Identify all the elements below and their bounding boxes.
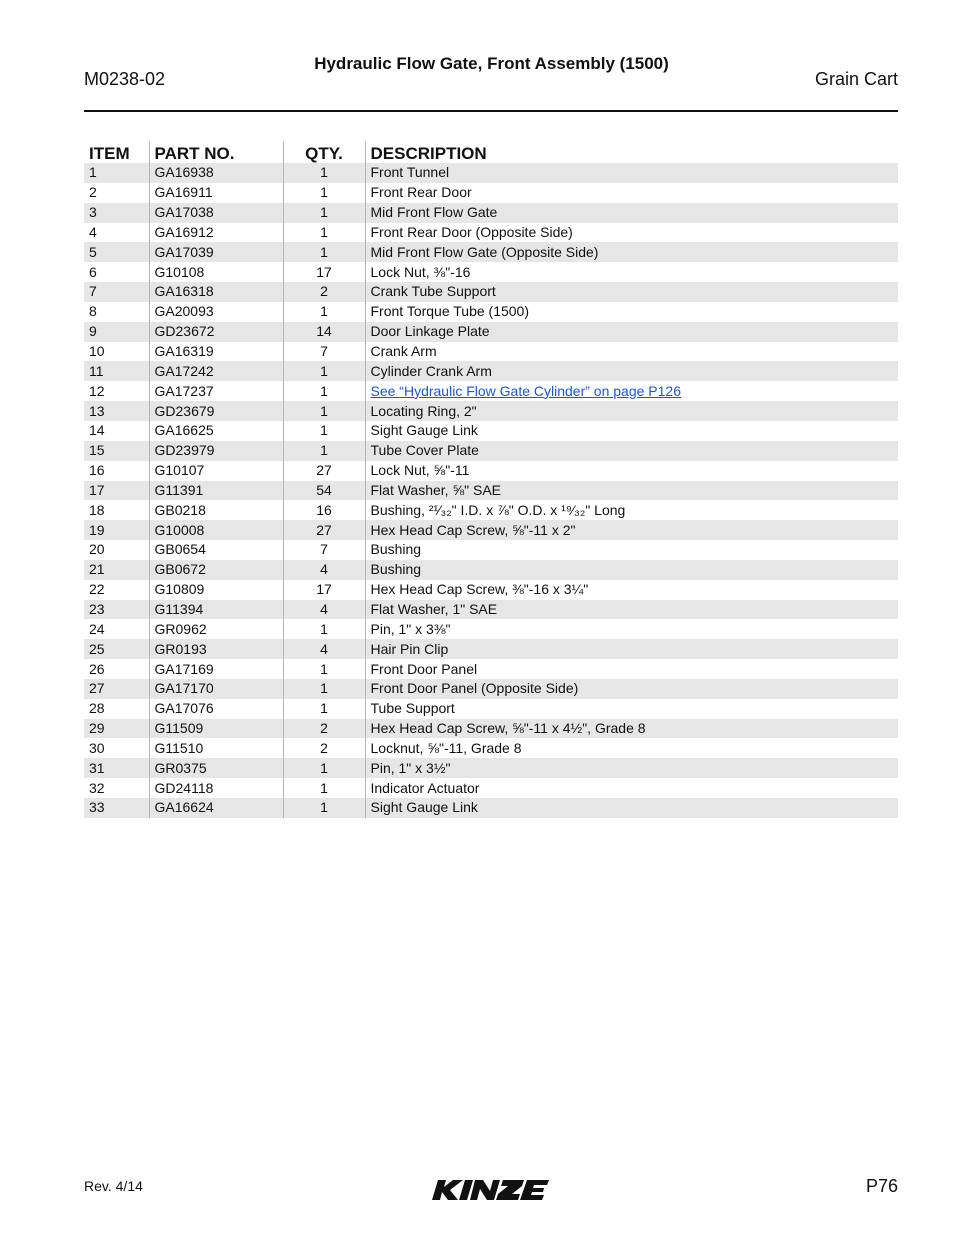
item-cell: 25 bbox=[84, 639, 149, 659]
description-cell: Locknut, ⅝"-11, Grade 8 bbox=[370, 739, 522, 756]
description-cell: Front Rear Door (Opposite Side) bbox=[370, 223, 573, 240]
description-cell: Lock Nut, ⅝"-11 bbox=[370, 462, 470, 479]
item-cell: 24 bbox=[84, 619, 149, 639]
qty-cell: 1 bbox=[283, 203, 365, 223]
description-cell: Tube Support bbox=[370, 700, 455, 717]
qty-cell: 17 bbox=[283, 262, 365, 282]
item-cell: 4 bbox=[84, 223, 149, 243]
description-cell: Sight Gauge Link bbox=[365, 798, 898, 818]
qty-cell: 14 bbox=[283, 322, 365, 342]
item-cell: 11 bbox=[84, 361, 149, 381]
qty-cell: 1 bbox=[283, 381, 365, 401]
description-cell: Hex Head Cap Screw, ⅜"-16 x 3¼" bbox=[370, 581, 589, 598]
description-cell: Mid Front Flow Gate bbox=[365, 203, 898, 223]
qty-cell: 4 bbox=[283, 639, 365, 659]
qty-cell: 1 bbox=[283, 659, 365, 679]
description-cell: Door Linkage Plate bbox=[365, 322, 898, 342]
item-cell: 17 bbox=[84, 481, 149, 501]
description-cell: Locating Ring, 2" bbox=[365, 401, 898, 421]
qty-cell: 1 bbox=[283, 778, 365, 798]
table-row bbox=[84, 401, 898, 421]
part-no-cell: G10809 bbox=[149, 580, 283, 600]
part-no-cell: GD23672 bbox=[149, 322, 283, 342]
item-cell: 6 bbox=[84, 262, 149, 282]
qty-cell: 2 bbox=[283, 738, 365, 758]
table-row bbox=[84, 600, 898, 620]
table-row bbox=[84, 302, 898, 322]
description-cell: Pin, 1" x 3½" bbox=[365, 758, 898, 778]
parts-table-body bbox=[84, 163, 898, 818]
header-rule bbox=[84, 110, 898, 112]
table-row bbox=[84, 520, 898, 540]
item-cell: 18 bbox=[84, 500, 149, 520]
table-row bbox=[84, 719, 898, 739]
page-title: Hydraulic Flow Gate, Front Assembly (1500) bbox=[314, 54, 669, 73]
part-no-cell: GD24118 bbox=[149, 778, 283, 798]
qty-cell: 1 bbox=[283, 798, 365, 818]
part-no-cell: G10107 bbox=[149, 461, 283, 481]
part-no-cell: GA17237 bbox=[149, 381, 283, 401]
description-cell: Sight Gauge Link bbox=[370, 422, 478, 439]
qty-cell: 1 bbox=[283, 223, 365, 243]
item-cell: 2 bbox=[84, 183, 149, 203]
qty-cell: 17 bbox=[283, 580, 365, 600]
part-no-cell: GA16625 bbox=[149, 421, 283, 441]
description-cell: Pin, 1" x 3⅜" bbox=[370, 620, 451, 637]
part-no-cell: GA17242 bbox=[149, 361, 283, 381]
table-row bbox=[84, 441, 898, 461]
part-no-cell: GB0654 bbox=[149, 540, 283, 560]
doc-code: M0238-02 bbox=[84, 69, 166, 89]
table-row bbox=[84, 500, 898, 520]
column-header-item: ITEM bbox=[84, 141, 149, 163]
table-row bbox=[84, 183, 898, 203]
qty-cell: 4 bbox=[283, 600, 365, 620]
column-header-qty: QTY. bbox=[283, 141, 365, 163]
cross-reference-link[interactable]: See “Hydraulic Flow Gate Cylinder” on page P126 bbox=[370, 382, 681, 399]
item-cell: 5 bbox=[84, 242, 149, 262]
item-cell: 21 bbox=[84, 560, 149, 580]
description-cell: Lock Nut, ⅜"-16 bbox=[370, 263, 471, 280]
qty-cell: 16 bbox=[283, 500, 365, 520]
table-row bbox=[84, 322, 898, 342]
item-cell: 30 bbox=[84, 738, 149, 758]
qty-cell: 1 bbox=[283, 302, 365, 322]
column-header-description: DESCRIPTION bbox=[370, 144, 487, 163]
item-cell: 13 bbox=[84, 401, 149, 421]
table-row bbox=[84, 580, 898, 600]
part-no-cell: GA16938 bbox=[149, 163, 283, 183]
description-cell: Tube Cover Plate bbox=[365, 441, 898, 461]
qty-cell: 7 bbox=[283, 342, 365, 362]
description-cell: Bushing, ²¹⁄₃₂" I.D. x ⅞" O.D. x ¹⁹⁄₃₂" Long bbox=[370, 501, 626, 518]
part-no-cell: G11509 bbox=[149, 719, 283, 739]
table-row bbox=[84, 223, 898, 243]
page-number: P76 bbox=[865, 1176, 898, 1196]
part-no-cell: GA17170 bbox=[149, 679, 283, 699]
description-cell: Front Tunnel bbox=[365, 163, 898, 183]
qty-cell: 2 bbox=[283, 282, 365, 302]
table-row bbox=[84, 798, 898, 818]
description-cell: Hex Head Cap Screw, ⅝"-11 x 4½", Grade 8 bbox=[365, 719, 898, 739]
item-cell: 16 bbox=[84, 461, 149, 481]
description-cell: Bushing bbox=[370, 541, 422, 558]
description-cell: Hair Pin Clip bbox=[365, 639, 898, 659]
part-no-cell: GA16911 bbox=[149, 183, 283, 203]
item-cell: 9 bbox=[84, 322, 149, 342]
part-no-cell: GD23979 bbox=[149, 441, 283, 461]
part-no-cell: GA16912 bbox=[149, 223, 283, 243]
table-row bbox=[84, 461, 898, 481]
qty-cell: 1 bbox=[283, 699, 365, 719]
description-cell: Front Rear Door bbox=[370, 184, 472, 201]
qty-cell: 27 bbox=[283, 520, 365, 540]
part-no-cell: GA17039 bbox=[149, 242, 283, 262]
description-cell: Bushing bbox=[365, 560, 898, 580]
table-row bbox=[84, 540, 898, 560]
table-row bbox=[84, 481, 898, 501]
revision-label: Rev. 4/14 bbox=[84, 1178, 143, 1194]
qty-cell: 1 bbox=[283, 183, 365, 203]
table-row bbox=[84, 282, 898, 302]
description-cell: Crank Tube Support bbox=[365, 282, 898, 302]
table-row bbox=[84, 619, 898, 639]
description-cell: Front Door Panel (Opposite Side) bbox=[365, 679, 898, 699]
part-no-cell: GA20093 bbox=[149, 302, 283, 322]
table-row bbox=[84, 242, 898, 262]
item-cell: 26 bbox=[84, 659, 149, 679]
item-cell: 29 bbox=[84, 719, 149, 739]
parts-table bbox=[84, 141, 898, 818]
item-cell: 8 bbox=[84, 302, 149, 322]
part-no-cell: GR0193 bbox=[149, 639, 283, 659]
part-no-cell: GA16318 bbox=[149, 282, 283, 302]
description-cell: Front Door Panel bbox=[370, 660, 478, 677]
part-no-cell: G11510 bbox=[149, 738, 283, 758]
description-cell: Front Torque Tube (1500) bbox=[370, 303, 530, 320]
part-no-cell: GA17076 bbox=[149, 699, 283, 719]
part-no-cell: GD23679 bbox=[149, 401, 283, 421]
table-row bbox=[84, 342, 898, 362]
description-cell bbox=[365, 381, 898, 401]
table-row bbox=[84, 421, 898, 441]
part-no-cell: GA16624 bbox=[149, 798, 283, 818]
table-row bbox=[84, 778, 898, 798]
description-cell: Flat Washer, ⅝" SAE bbox=[365, 481, 898, 501]
item-cell: 33 bbox=[84, 798, 149, 818]
qty-cell: 1 bbox=[283, 421, 365, 441]
part-no-cell: GB0672 bbox=[149, 560, 283, 580]
description-cell: Mid Front Flow Gate (Opposite Side) bbox=[365, 242, 898, 262]
qty-cell: 1 bbox=[283, 242, 365, 262]
part-no-cell: G10008 bbox=[149, 520, 283, 540]
qty-cell: 27 bbox=[283, 461, 365, 481]
table-row bbox=[84, 659, 898, 679]
qty-cell: 7 bbox=[283, 540, 365, 560]
section-name: Grain Cart bbox=[814, 69, 898, 89]
qty-cell: 1 bbox=[283, 679, 365, 699]
qty-cell: 2 bbox=[283, 719, 365, 739]
description-cell: Cylinder Crank Arm bbox=[365, 361, 898, 381]
table-row bbox=[84, 758, 898, 778]
description-cell: Flat Washer, 1" SAE bbox=[365, 600, 898, 620]
column-header-part-no: PART NO. bbox=[149, 141, 283, 163]
qty-cell: 1 bbox=[283, 401, 365, 421]
part-no-cell: G11394 bbox=[149, 600, 283, 620]
table-row bbox=[84, 381, 898, 401]
table-row bbox=[84, 560, 898, 580]
table-header-row bbox=[84, 141, 898, 163]
part-no-cell: GA16319 bbox=[149, 342, 283, 362]
table-row bbox=[84, 639, 898, 659]
item-cell: 10 bbox=[84, 342, 149, 362]
item-cell: 23 bbox=[84, 600, 149, 620]
item-cell: 1 bbox=[84, 163, 149, 183]
item-cell: 12 bbox=[84, 381, 149, 401]
part-no-cell: GR0962 bbox=[149, 619, 283, 639]
description-cell: Indicator Actuator bbox=[370, 779, 480, 796]
table-row bbox=[84, 262, 898, 282]
table-row bbox=[84, 163, 898, 183]
part-no-cell: GA17038 bbox=[149, 203, 283, 223]
item-cell: 20 bbox=[84, 540, 149, 560]
qty-cell: 1 bbox=[283, 441, 365, 461]
part-no-cell: GA17169 bbox=[149, 659, 283, 679]
item-cell: 7 bbox=[84, 282, 149, 302]
table-row bbox=[84, 699, 898, 719]
part-no-cell: GR0375 bbox=[149, 758, 283, 778]
item-cell: 27 bbox=[84, 679, 149, 699]
qty-cell: 1 bbox=[283, 619, 365, 639]
part-no-cell: G11391 bbox=[149, 481, 283, 501]
kinze-logo bbox=[432, 1176, 550, 1204]
item-cell: 32 bbox=[84, 778, 149, 798]
qty-cell: 1 bbox=[283, 163, 365, 183]
part-no-cell: GB0218 bbox=[149, 500, 283, 520]
qty-cell: 1 bbox=[283, 758, 365, 778]
item-cell: 3 bbox=[84, 203, 149, 223]
table-row bbox=[84, 203, 898, 223]
description-cell: Hex Head Cap Screw, ⅝"-11 x 2" bbox=[365, 520, 898, 540]
qty-cell: 54 bbox=[283, 481, 365, 501]
item-cell: 14 bbox=[84, 421, 149, 441]
item-cell: 31 bbox=[84, 758, 149, 778]
table-row bbox=[84, 361, 898, 381]
table-row bbox=[84, 679, 898, 699]
item-cell: 15 bbox=[84, 441, 149, 461]
item-cell: 28 bbox=[84, 699, 149, 719]
description-cell: Crank Arm bbox=[370, 343, 437, 360]
item-cell: 22 bbox=[84, 580, 149, 600]
qty-cell: 1 bbox=[283, 361, 365, 381]
table-row bbox=[84, 738, 898, 758]
part-no-cell: G10108 bbox=[149, 262, 283, 282]
item-cell: 19 bbox=[84, 520, 149, 540]
qty-cell: 4 bbox=[283, 560, 365, 580]
